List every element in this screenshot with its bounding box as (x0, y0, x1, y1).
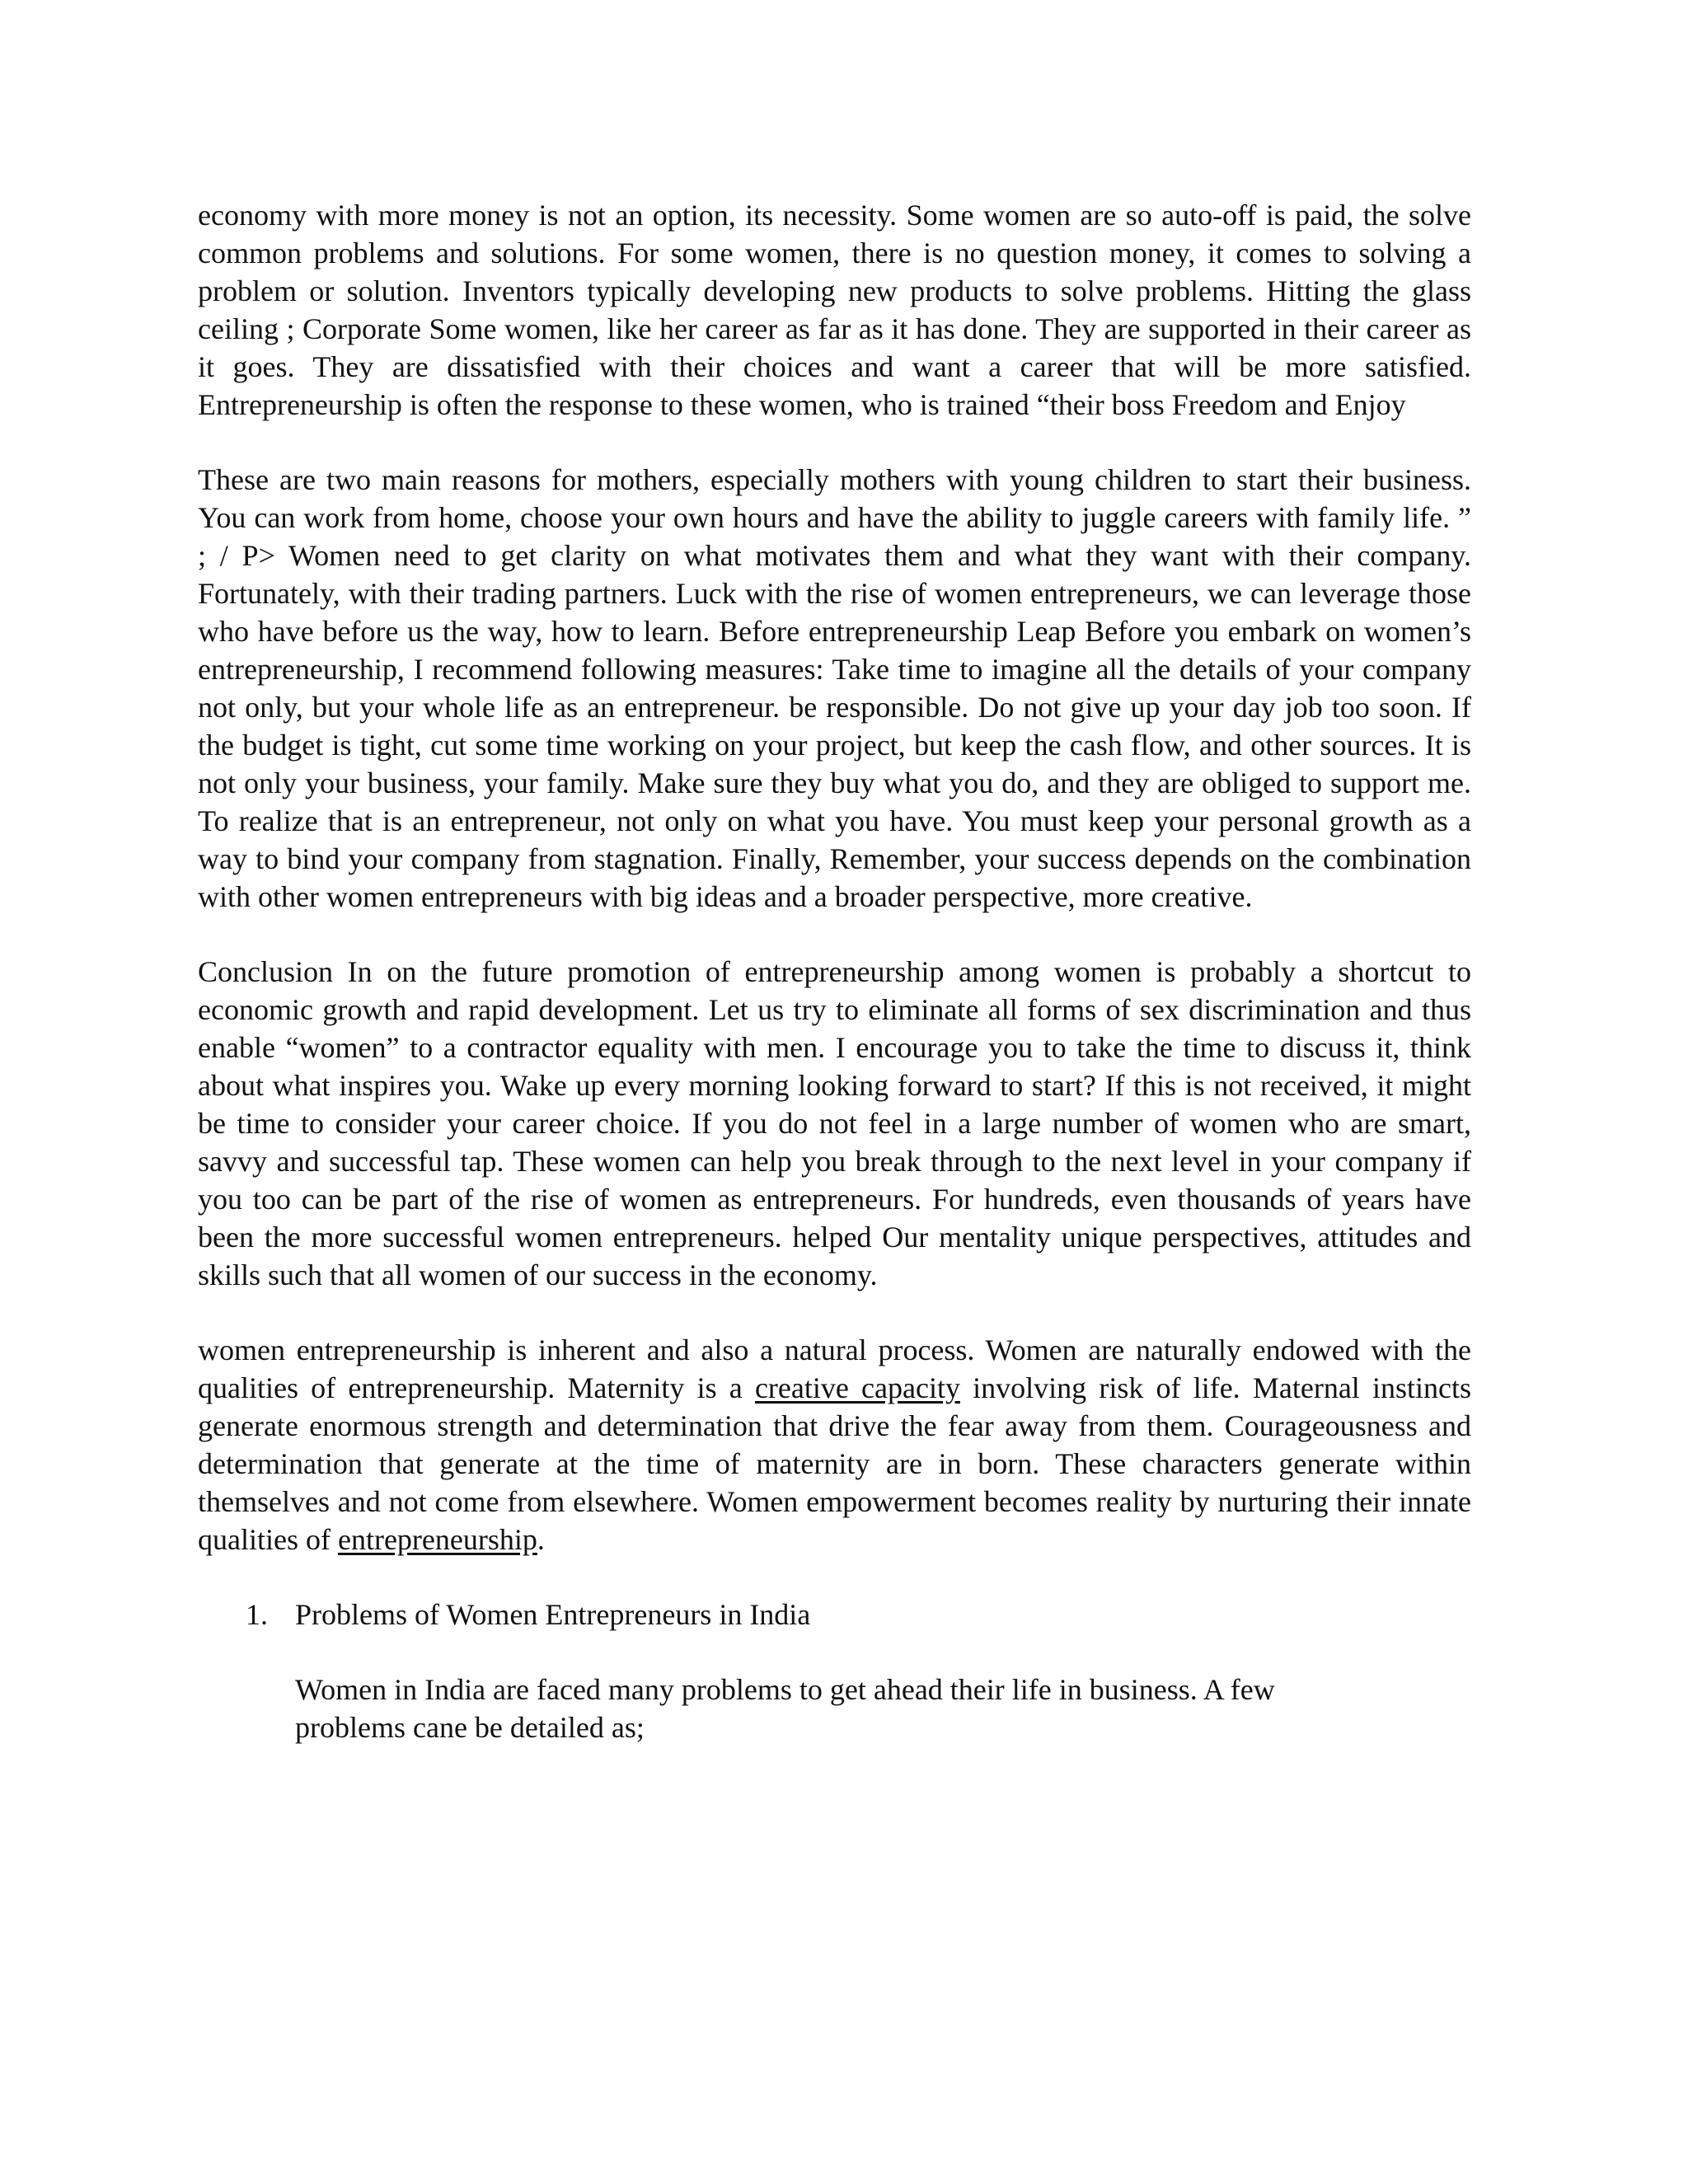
list-item-body: Women in India are faced many problems to get ahead their life in business. A few problems cane be detailed as; (295, 1673, 1275, 1744)
paragraph-4-text-3: . (537, 1523, 545, 1556)
entrepreneurship-link[interactable]: entrepreneurship (337, 1523, 537, 1556)
paragraph-1: economy with more money is not an option, its necessity. Some women are so auto-off is paid, the solve common problems and solutions. For some women, there is no question money, it comes to solving a problem or solution. Inventors typically developing new products to solve problems. Hitting the glass ceiling ; Corporate Some women, like her career as far as it has done. They are supported in their career as it goes. They are dissatisfied with their choices and want a career that will be more satisfied. Entrepreneurship is often the response to these women, who is trained “their boss Freedom and Enjoy (198, 199, 1471, 421)
paragraph-3: Conclusion In on the future promotion of entrepreneurship among women is probably a shortcut to economic growth and rapid development. Let us try to eliminate all forms of sex discrimination and thus enable “women” to a contractor equality with men. I encourage you to take the time to discuss it, think about what inspires you. Wake up every morning looking forward to start? If this is not received, it might be time to consider your career choice. If you do not feel in a large number of women who are smart, savvy and successful tap. These women can help you break through to the next level in your company if you too can be part of the rise of women as entrepreneurs. For hundreds, even thousands of years have been the more successful women entrepreneurs. helped Our mentality unique perspectives, attitudes and skills such that all women of our success in the economy. (198, 955, 1471, 1291)
creative-capacity-link[interactable]: creative capacity (754, 1371, 960, 1404)
paragraph-2: These are two main reasons for mothers, especially mothers with young children to start their business. You can work from home, choose your own hours and have the ability to juggle careers with family life. ” ; / P> Women need to get clarity on what motivates them and what they want with their company. Fortunately, with their trading partners. Luck with the rise of women entrepreneurs, we can leverage those who have before us the way, how to learn. Before entrepreneurship Leap Before you embark on women’s entrepreneurship, I recommend following measures: Take time to imagine all the details of your company not only, but your whole life as an entrepreneur. be responsible. Do not give up your day job too soon. If the budget is tight, cut some time working on your project, but keep the cash flow, and other sources. It is not only your business, your family. Make sure they buy what you do, and they are obliged to support me. To realize that is an entrepreneur, not only on what you have. You must keep your personal growth as a way to bind your company from stagnation. Finally, Remember, your success depends on the combination with other women entrepreneurs with big ideas and a broader perspective, more creative. (198, 463, 1471, 913)
paragraph-4-text-1: women entrepreneurship is inherent and also a natural process. Women are naturally endowed with the qualities of entrepreneurship. Maternity is a (198, 1333, 1471, 1404)
paragraph-4-text-2: involving risk of life. Maternal instincts generate enormous strength and determination that drive the fear away from them. Courageousness and determination that generate at the time of maternity are in born. These characters generate within themselves and not come from elsewhere. Women empowerment becomes reality by nurturing their innate qualities of (198, 1371, 1471, 1556)
document-page (198, 196, 1471, 1746)
list-item-number: 1. (246, 1598, 268, 1631)
numbered-list (198, 1596, 1471, 1746)
list-item-title: Problems of Women Entrepreneurs in India (295, 1598, 811, 1631)
list-item (198, 1596, 1471, 1746)
paragraph-4 (198, 1331, 1471, 1558)
